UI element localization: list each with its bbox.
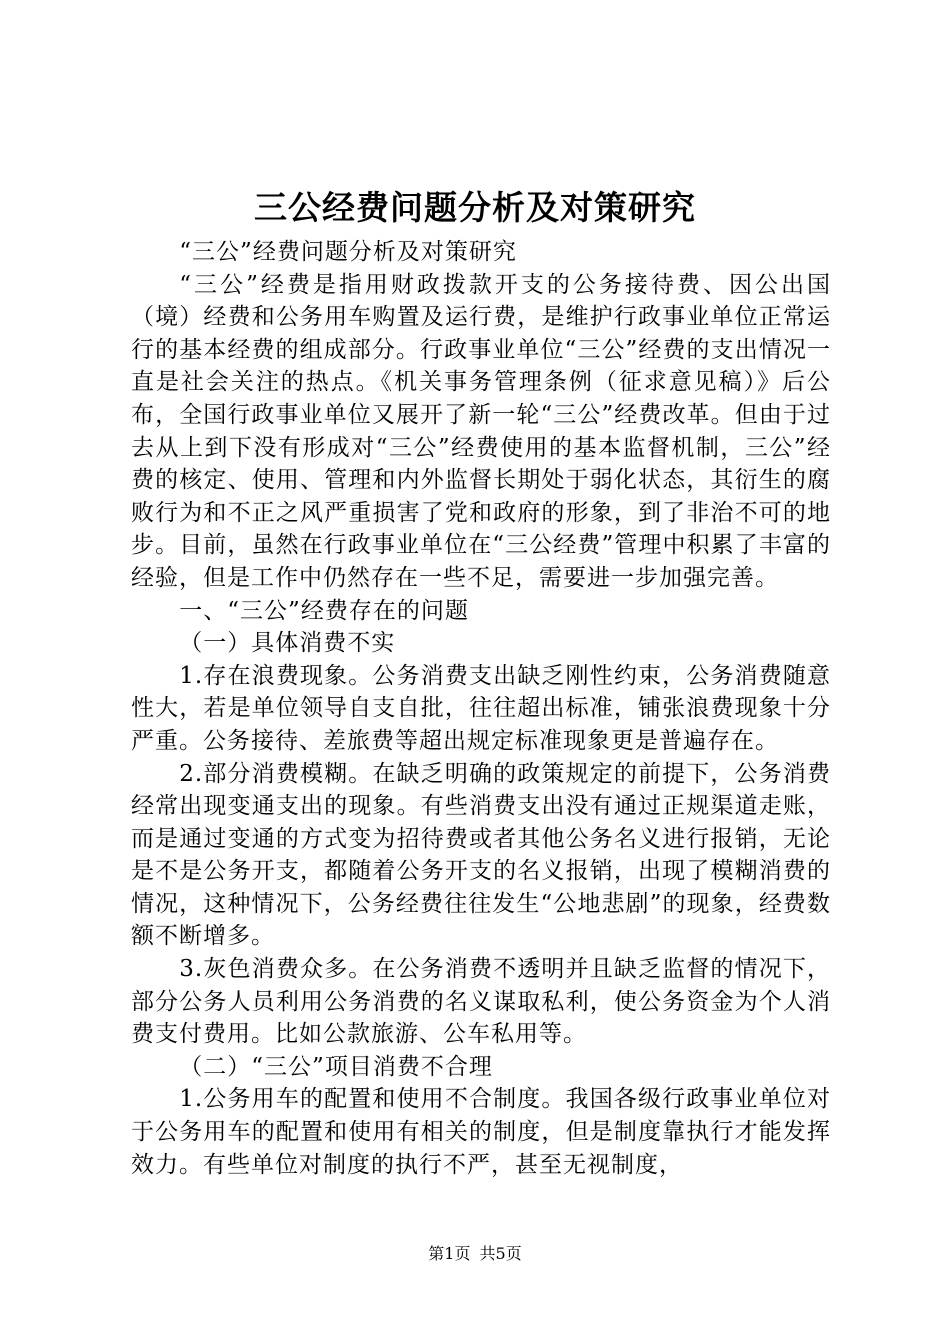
paragraph: 2.部分消费模糊。在缺乏明确的政策规定的前提下，公务消费经常出现变通支出的现象。有些消费支出没有通过正规渠道走账，而是通过变通的方式变为招待费或者其他公务名义进行报销，无论是不是公务开支，都随着公务开支的名义报销，出现了模糊消费的情况，这种情况下，公务经费往往发生“公地悲剧”的现象，经费数额不断增多。 — [131, 760, 831, 950]
paragraph: 3.灰色消费众多。在公务消费不透明并且缺乏监督的情况下，部分公务人员利用公务消费的名义谋取私利，使公务资金为个人消费支付费用。比如公款旅游、公车私用等。 — [131, 956, 831, 1048]
section-heading: 一、“三公”经费存在的问题 — [179, 597, 469, 624]
subsection-heading: （二）“三公”项目消费不合理 — [179, 1053, 493, 1080]
document-body — [131, 236, 831, 1181]
page-total: 共5页 — [479, 1244, 522, 1263]
paragraph: “三公”经费问题分析及对策研究 — [179, 239, 517, 265]
subsection-heading: （一）具体消费不实 — [179, 630, 396, 657]
paragraph: 1.公务用车的配置和使用不合制度。我国各级行政事业单位对于公务用车的配置和使用有相关的制度，但是制度靠执行才能发挥效力。有些单位对制度的执行不严，甚至无视制度， — [131, 1086, 831, 1178]
page-number: 第1页 — [428, 1244, 471, 1263]
paragraph: 1.存在浪费现象。公务消费支出缺乏刚性约束，公务消费随意性大，若是单位领导自支自批，往往超出标准，铺张浪费现象十分严重。公务接待、差旅费等超出规定标准现象更是普遍存在。 — [131, 662, 831, 754]
document-title: 三公经费问题分析及对策研究 — [254, 188, 696, 227]
page-footer — [0, 1244, 950, 1264]
paragraph: “三公”经费是指用财政拨款开支的公务接待费、因公出国（境）经费和公务用车购置及运行费，是维护行政事业单位正常运行的基本经费的组成部分。行政事业单位“三公”经费的支出情况一直是社会关注的热点。《机关事务管理条例（征求意见稿）》后公布，全国行政事业单位又展开了新一轮“三公”经费改革。但由于过去从上到下没有形成对“三公”经费使用的基本监督机制，三公”经费的核定、使用、管理和内外监督长期处于弱化状态，其衍生的腐败行为和不正之风严重损害了党和政府的形象，到了非治不可的地步。目前，虽然在行政事业单位在“三公经费”管理中积累了丰富的经验，但是工作中仍然存在一些不足，需要进一步加强完善。 — [131, 271, 831, 591]
